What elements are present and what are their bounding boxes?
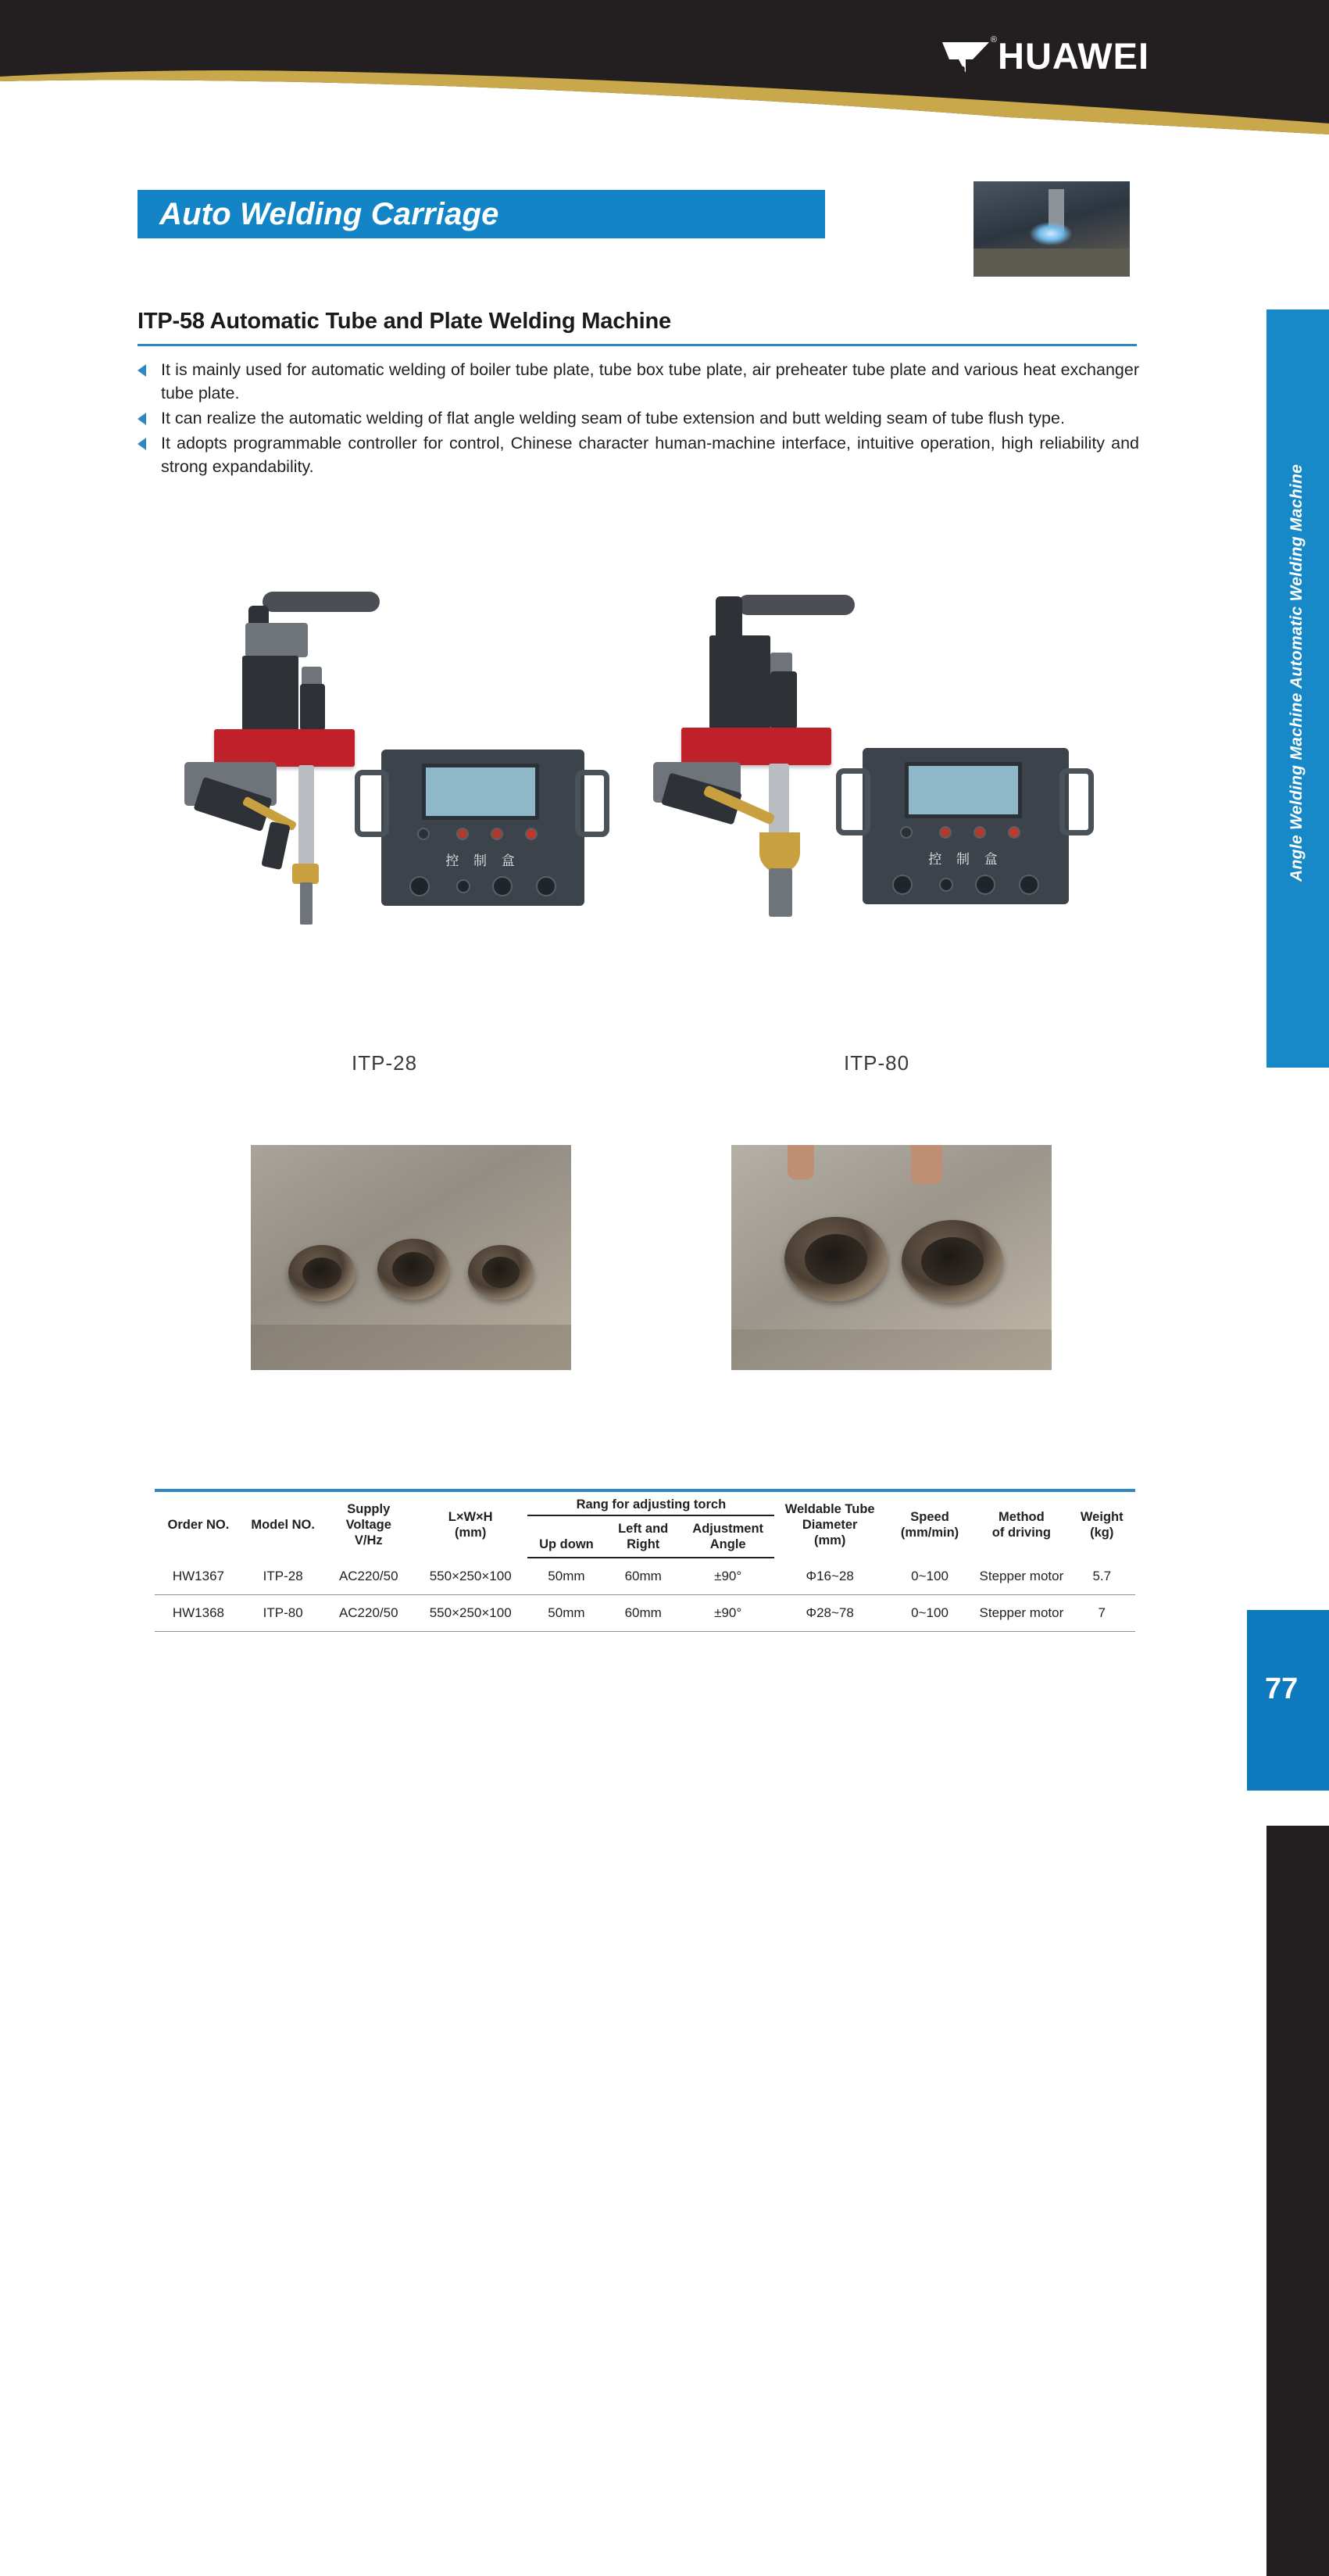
machine-nozzle-tip <box>300 882 313 925</box>
table-header-group-row <box>155 1492 1135 1515</box>
thumbnail-weld-arc <box>1030 222 1072 245</box>
bullet-text: It is mainly used for automatic welding of boiler tube plate, tube box tube plate, air preheater tube plate and various heat exchanger tube plate. <box>161 360 1139 402</box>
header-thumbnail-photo <box>974 181 1130 277</box>
control-indicator-red <box>939 826 952 839</box>
brand-name: HUAWEI <box>998 34 1149 77</box>
sidebar-top-label: Angle Welding Machine Automatic Welding Machine <box>1288 463 1306 882</box>
photo-caption-itp80: ITP-80 <box>844 1051 910 1075</box>
machine-brass-cone <box>759 832 800 873</box>
machine-upper-block <box>245 623 308 657</box>
control-indicator-red-2 <box>974 826 986 839</box>
registered-trademark-icon: ® <box>990 35 997 45</box>
list-item <box>138 406 1139 430</box>
control-box-screen <box>905 762 1022 818</box>
machine-handle <box>263 592 380 612</box>
product-photo-row <box>138 574 1139 1028</box>
photo-caption-itp28: ITP-28 <box>352 1051 418 1075</box>
control-box-itp28 <box>381 750 584 906</box>
cell-weldable-diameter: Φ16~28 <box>774 1558 884 1595</box>
machine-nozzle-collar <box>292 864 319 884</box>
tube-bore <box>482 1257 520 1288</box>
page-number: 77 <box>1265 1673 1299 1705</box>
machine-red-base <box>214 729 355 767</box>
welded-tube <box>902 1220 1003 1303</box>
photo-foreground-shadow <box>251 1325 571 1370</box>
cell-speed: 0~100 <box>885 1558 974 1595</box>
machine-spindle-top <box>770 671 797 729</box>
bullet-text: It can realize the automatic welding of flat angle welding seam of tube extension and butt welding seam of tube flush type. <box>161 409 1065 428</box>
operator-hand <box>788 1145 814 1179</box>
cell-weight: 5.7 <box>1069 1558 1135 1595</box>
product-heading: ITP-58 Automatic Tube and Plate Welding Machine <box>138 309 671 334</box>
machine-motor-housing <box>242 656 298 732</box>
tube-bore <box>805 1234 867 1284</box>
triangle-bullet-icon <box>138 438 146 450</box>
control-dial-2 <box>456 879 470 893</box>
cell-order-no: HW1368 <box>155 1595 242 1632</box>
cell-weight: 7 <box>1069 1595 1135 1632</box>
control-box-label: 控 制 盒 <box>928 852 1003 867</box>
machine-handle <box>738 595 855 615</box>
col-header-speed: Speed (mm/min) <box>900 1510 959 1540</box>
machine-main-shaft <box>298 765 314 868</box>
control-indicator-red-3 <box>1008 826 1020 839</box>
col-header-weight: Weight (kg) <box>1080 1510 1124 1540</box>
control-dial-2 <box>939 878 953 892</box>
col-header-left-right: Left and Right <box>606 1515 681 1558</box>
machine-motor-housing <box>709 635 770 729</box>
col-header-model-no: Model NO. <box>251 1518 315 1532</box>
control-knob-small <box>417 828 430 840</box>
control-knob-small <box>900 826 913 839</box>
cell-supply-voltage: AC220/50 <box>323 1595 413 1632</box>
control-dial-3 <box>975 875 995 895</box>
col-header-method-of-driving: Method of driving <box>991 1510 1051 1540</box>
control-box-handle-right <box>575 770 609 837</box>
right-sidebar <box>1227 0 1329 1791</box>
col-header-order-no: Order NO. <box>167 1518 230 1532</box>
col-header-weldable-diameter: Weldable Tube Diameter (mm) <box>784 1502 875 1547</box>
bullet-text: It adopts programmable controller for control, Chinese character human-machine interface, intuitive operation, high reliability and strong expandability. <box>161 434 1139 476</box>
col-header-group-torch-range: Rang for adjusting torch <box>527 1492 774 1515</box>
product-photo-itp28 <box>184 574 622 1012</box>
heading-divider <box>138 344 1137 346</box>
cell-left-right: 60mm <box>606 1558 681 1595</box>
handle-pivot <box>716 596 742 640</box>
machine-red-base <box>681 728 831 765</box>
machine-torch-head <box>261 821 290 870</box>
control-dial-4 <box>1019 875 1039 895</box>
triangle-bullet-icon <box>138 413 146 425</box>
welded-tube <box>784 1217 888 1301</box>
tube-bore <box>921 1237 984 1286</box>
specification-table <box>155 1489 1135 1632</box>
cell-up-down: 50mm <box>527 1558 605 1595</box>
cell-dimensions: 550×250×100 <box>413 1558 527 1595</box>
cell-order-no: HW1367 <box>155 1558 242 1595</box>
control-indicator-red <box>456 828 469 840</box>
col-header-dimensions: L×W×H (mm) <box>448 1510 493 1540</box>
control-dial-3 <box>492 876 513 896</box>
table-row <box>155 1558 1135 1595</box>
cell-method-of-driving: Stepper motor <box>974 1558 1068 1595</box>
control-box-itp80 <box>863 748 1069 904</box>
cell-model-no: ITP-28 <box>242 1558 324 1595</box>
feature-bullet-list <box>138 358 1139 480</box>
control-dial-4 <box>536 876 556 896</box>
control-box-handle-right <box>1059 768 1094 835</box>
machine-nozzle-tip <box>769 868 792 917</box>
tube-bore <box>302 1258 341 1289</box>
section-title: Auto Welding Carriage <box>159 196 499 231</box>
huawei-logo <box>941 33 1149 78</box>
machine-main-shaft <box>769 764 789 840</box>
cell-method-of-driving: Stepper motor <box>974 1595 1068 1632</box>
thumbnail-bench <box>974 249 1130 277</box>
control-box-handle-left <box>355 770 389 837</box>
control-indicator-red-2 <box>491 828 503 840</box>
cell-left-right: 60mm <box>606 1595 681 1632</box>
triangle-bullet-icon <box>138 364 146 377</box>
sidebar-dark-background <box>1266 1826 1329 2576</box>
list-item <box>138 358 1139 405</box>
cell-speed: 0~100 <box>885 1595 974 1632</box>
operator-hand <box>911 1145 942 1184</box>
control-dial-1 <box>892 875 913 895</box>
welded-tube <box>468 1245 534 1300</box>
welded-tube <box>288 1245 355 1301</box>
cell-adjustment-angle: ±90° <box>681 1595 775 1632</box>
control-box-handle-left <box>836 768 870 835</box>
list-item <box>138 431 1139 478</box>
col-header-supply-voltage: Supply Voltage V/Hz <box>345 1502 391 1547</box>
tube-bore <box>392 1252 434 1286</box>
product-photo-itp80 <box>653 574 1091 1012</box>
application-photo-2 <box>731 1145 1052 1370</box>
table-row <box>155 1595 1135 1632</box>
application-photo-1 <box>251 1145 571 1370</box>
photo-foreground-shadow <box>731 1329 1052 1370</box>
sidebar-bottom-label: Auto Welding Carriage <box>1288 1422 1306 1593</box>
cell-adjustment-angle: ±90° <box>681 1558 775 1595</box>
cell-supply-voltage: AC220/50 <box>323 1558 413 1595</box>
cell-weldable-diameter: Φ28~78 <box>774 1595 884 1632</box>
control-box-screen <box>422 764 539 820</box>
application-photo-row <box>138 1145 1139 1372</box>
cell-dimensions: 550×250×100 <box>413 1595 527 1632</box>
col-header-up-down: Up down <box>527 1515 605 1558</box>
sidebar-dark-section <box>1247 913 1329 1663</box>
section-title-banner <box>138 190 825 238</box>
control-dial-1 <box>409 876 430 896</box>
huawei-flag-icon <box>941 35 997 73</box>
page-header <box>0 0 1329 134</box>
control-box-label: 控 制 盒 <box>445 853 520 868</box>
welded-tube <box>377 1239 449 1300</box>
col-header-adjustment-angle: Adjustment Angle <box>681 1515 775 1558</box>
cell-model-no: ITP-80 <box>242 1595 324 1632</box>
sidebar-blue-section <box>1247 155 1329 913</box>
control-indicator-red-3 <box>525 828 538 840</box>
cell-up-down: 50mm <box>527 1595 605 1632</box>
machine-spindle-top <box>300 684 325 731</box>
